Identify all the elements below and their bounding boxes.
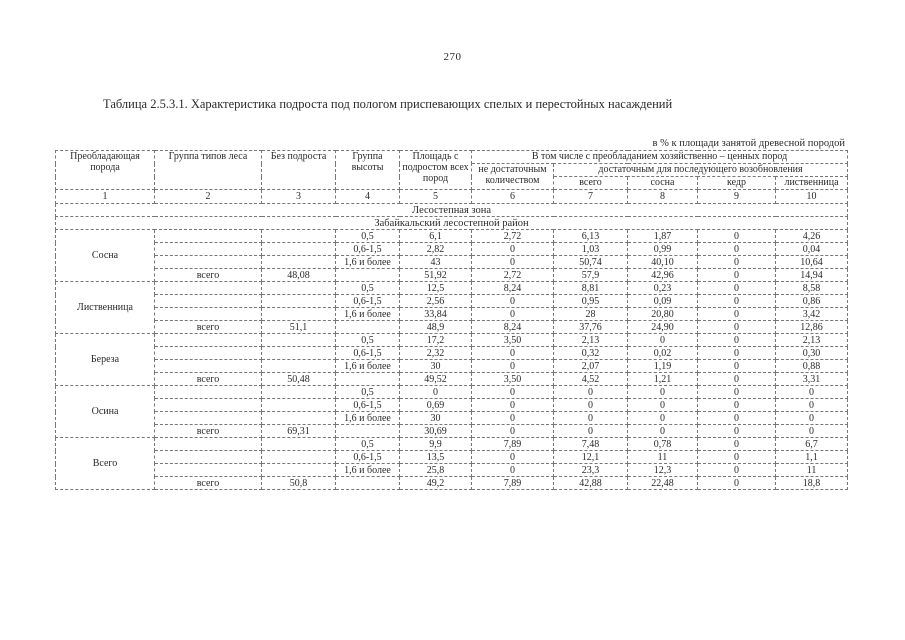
- table-caption: Таблица 2.5.3.1. Характеристика подроста под пологом приспевающих спелых и перестойных насаждений: [103, 97, 673, 111]
- without-undergrowth-cell: [262, 243, 336, 256]
- forest-type-group-cell: всего: [155, 321, 262, 334]
- insufficient-cell: 0: [472, 360, 554, 373]
- insufficient-cell: 3,50: [472, 334, 554, 347]
- insufficient-cell: 0: [472, 412, 554, 425]
- area-cell: 9,9: [400, 438, 472, 451]
- header-row-1: [56, 151, 848, 164]
- pine-cell: 1,21: [628, 373, 698, 386]
- cedar-cell: 0: [698, 230, 776, 243]
- total-cell: 7,48: [554, 438, 628, 451]
- larch-cell: 0: [776, 399, 848, 412]
- table-row: [56, 451, 848, 464]
- area-cell: 30: [400, 412, 472, 425]
- larch-cell: 8,58: [776, 282, 848, 295]
- forest-type-group-cell: [155, 438, 262, 451]
- pine-cell: 0,99: [628, 243, 698, 256]
- total-cell: 6,13: [554, 230, 628, 243]
- forest-type-group-cell: [155, 464, 262, 477]
- area-cell: 17,2: [400, 334, 472, 347]
- area-cell: 12,5: [400, 282, 472, 295]
- larch-cell: 0,86: [776, 295, 848, 308]
- table-row: [56, 243, 848, 256]
- height-group-cell: 0,6-1,5: [336, 295, 400, 308]
- insufficient-cell: 0: [472, 425, 554, 438]
- column-numbers-row: [56, 190, 848, 204]
- without-undergrowth-cell: [262, 308, 336, 321]
- insufficient-cell: 0: [472, 295, 554, 308]
- larch-cell: 2,13: [776, 334, 848, 347]
- species-cell: Всего: [56, 438, 155, 490]
- table-body: [56, 151, 848, 490]
- pine-cell: 0: [628, 399, 698, 412]
- area-cell: 48,9: [400, 321, 472, 334]
- insufficient-cell: 0: [472, 386, 554, 399]
- cedar-cell: 0: [698, 243, 776, 256]
- forest-type-group-cell: [155, 334, 262, 347]
- table-row: [56, 347, 848, 360]
- pine-cell: 1,87: [628, 230, 698, 243]
- pine-cell: 0: [628, 386, 698, 399]
- table-row: [56, 399, 848, 412]
- larch-cell: 0: [776, 386, 848, 399]
- insufficient-cell: 8,24: [472, 282, 554, 295]
- larch-cell: 0,88: [776, 360, 848, 373]
- area-cell: 30,69: [400, 425, 472, 438]
- species-cell: Лиственница: [56, 282, 155, 334]
- insufficient-cell: 0: [472, 464, 554, 477]
- height-group-cell: 1,6 и более: [336, 308, 400, 321]
- pine-cell: 0: [628, 334, 698, 347]
- forest-type-group-cell: [155, 386, 262, 399]
- column-number: 3: [262, 190, 336, 204]
- height-group-cell: 0,5: [336, 386, 400, 399]
- pine-cell: 24,90: [628, 321, 698, 334]
- header-height-group: Группа высоты: [336, 151, 400, 190]
- forest-type-group-cell: всего: [155, 425, 262, 438]
- cedar-cell: 0: [698, 347, 776, 360]
- pine-cell: 11: [628, 451, 698, 464]
- table-row: [56, 321, 848, 334]
- header-pine: сосна: [628, 177, 698, 190]
- cedar-cell: 0: [698, 412, 776, 425]
- larch-cell: 0,30: [776, 347, 848, 360]
- insufficient-cell: 0: [472, 451, 554, 464]
- column-number: 1: [56, 190, 155, 204]
- height-group-cell: 0,5: [336, 438, 400, 451]
- area-cell: 43: [400, 256, 472, 269]
- insufficient-cell: 0: [472, 399, 554, 412]
- without-undergrowth-cell: [262, 347, 336, 360]
- total-cell: 23,3: [554, 464, 628, 477]
- table-row: [56, 360, 848, 373]
- height-group-cell: [336, 425, 400, 438]
- cedar-cell: 0: [698, 399, 776, 412]
- area-cell: 49,2: [400, 477, 472, 490]
- area-cell: 30: [400, 360, 472, 373]
- total-cell: 50,74: [554, 256, 628, 269]
- pine-cell: 0: [628, 412, 698, 425]
- species-cell: Осина: [56, 386, 155, 438]
- species-cell: Сосна: [56, 230, 155, 282]
- height-group-cell: 0,6-1,5: [336, 399, 400, 412]
- column-number: 4: [336, 190, 400, 204]
- header-insufficient-quantity: не достаточным количеством: [472, 164, 554, 190]
- larch-cell: 10,64: [776, 256, 848, 269]
- forest-type-group-cell: [155, 451, 262, 464]
- height-group-cell: 1,6 и более: [336, 412, 400, 425]
- undergrowth-table: [55, 150, 848, 490]
- larch-cell: 3,31: [776, 373, 848, 386]
- total-cell: 28: [554, 308, 628, 321]
- column-number: 2: [155, 190, 262, 204]
- cedar-cell: 0: [698, 477, 776, 490]
- total-cell: 2,13: [554, 334, 628, 347]
- larch-cell: 12,86: [776, 321, 848, 334]
- pine-cell: 20,80: [628, 308, 698, 321]
- cedar-cell: 0: [698, 308, 776, 321]
- cedar-cell: 0: [698, 295, 776, 308]
- forest-type-group-cell: [155, 399, 262, 412]
- height-group-cell: 1,6 и более: [336, 256, 400, 269]
- table-row: [56, 230, 848, 243]
- header-dominant-species: Преобладающая порода: [56, 151, 155, 190]
- page-number: 270: [443, 51, 462, 63]
- table-row: [56, 282, 848, 295]
- table-row: [56, 438, 848, 451]
- larch-cell: 14,94: [776, 269, 848, 282]
- pine-cell: 1,19: [628, 360, 698, 373]
- height-group-cell: 0,5: [336, 230, 400, 243]
- cedar-cell: 0: [698, 451, 776, 464]
- insufficient-cell: 2,72: [472, 269, 554, 282]
- cedar-cell: 0: [698, 438, 776, 451]
- total-cell: 0: [554, 386, 628, 399]
- pine-cell: 22,48: [628, 477, 698, 490]
- total-cell: 0,32: [554, 347, 628, 360]
- header-valuable-dominance: В том числе с преобладанием хозяйственно – ценных пород: [472, 151, 848, 164]
- cedar-cell: 0: [698, 321, 776, 334]
- area-cell: 25,8: [400, 464, 472, 477]
- area-cell: 33,84: [400, 308, 472, 321]
- forest-type-group-cell: [155, 243, 262, 256]
- total-cell: 42,88: [554, 477, 628, 490]
- total-cell: 37,76: [554, 321, 628, 334]
- total-cell: 0: [554, 399, 628, 412]
- forest-type-group-cell: [155, 256, 262, 269]
- total-cell: 0: [554, 425, 628, 438]
- without-undergrowth-cell: [262, 256, 336, 269]
- insufficient-cell: 8,24: [472, 321, 554, 334]
- larch-cell: 1,1: [776, 451, 848, 464]
- pine-cell: 0,09: [628, 295, 698, 308]
- without-undergrowth-cell: 69,31: [262, 425, 336, 438]
- cedar-cell: 0: [698, 334, 776, 347]
- without-undergrowth-cell: [262, 282, 336, 295]
- area-cell: 2,56: [400, 295, 472, 308]
- height-group-cell: [336, 477, 400, 490]
- height-group-cell: 0,6-1,5: [336, 243, 400, 256]
- height-group-cell: 1,6 и более: [336, 360, 400, 373]
- insufficient-cell: 7,89: [472, 438, 554, 451]
- forest-type-group-cell: всего: [155, 269, 262, 282]
- without-undergrowth-cell: [262, 451, 336, 464]
- table-row: [56, 386, 848, 399]
- height-group-cell: 0,6-1,5: [336, 451, 400, 464]
- without-undergrowth-cell: [262, 360, 336, 373]
- without-undergrowth-cell: 51,1: [262, 321, 336, 334]
- height-group-cell: 0,5: [336, 282, 400, 295]
- insufficient-cell: 0: [472, 243, 554, 256]
- header-forest-type-group: Группа типов леса: [155, 151, 262, 190]
- column-number: 10: [776, 190, 848, 204]
- table-row: [56, 464, 848, 477]
- column-number: 9: [698, 190, 776, 204]
- header-without-undergrowth: Без подроста: [262, 151, 336, 190]
- height-group-cell: [336, 373, 400, 386]
- table-row: [56, 256, 848, 269]
- area-cell: 13,5: [400, 451, 472, 464]
- height-group-cell: [336, 269, 400, 282]
- without-undergrowth-cell: 48,08: [262, 269, 336, 282]
- insufficient-cell: 2,72: [472, 230, 554, 243]
- species-cell: Береза: [56, 334, 155, 386]
- cedar-cell: 0: [698, 256, 776, 269]
- forest-type-group-cell: [155, 282, 262, 295]
- total-cell: 57,9: [554, 269, 628, 282]
- without-undergrowth-cell: [262, 464, 336, 477]
- cedar-cell: 0: [698, 269, 776, 282]
- header-total: всего: [554, 177, 628, 190]
- without-undergrowth-cell: [262, 412, 336, 425]
- forest-type-group-cell: [155, 412, 262, 425]
- without-undergrowth-cell: 50,48: [262, 373, 336, 386]
- area-cell: 0,69: [400, 399, 472, 412]
- area-cell: 0: [400, 386, 472, 399]
- area-cell: 2,82: [400, 243, 472, 256]
- table-row: [56, 308, 848, 321]
- table-row: [56, 295, 848, 308]
- pine-cell: 0,02: [628, 347, 698, 360]
- larch-cell: 0,04: [776, 243, 848, 256]
- table-row: [56, 334, 848, 347]
- table-row: [56, 373, 848, 386]
- area-cell: 6,1: [400, 230, 472, 243]
- column-number: 7: [554, 190, 628, 204]
- without-undergrowth-cell: [262, 399, 336, 412]
- column-number: 8: [628, 190, 698, 204]
- without-undergrowth-cell: 50,8: [262, 477, 336, 490]
- table-row: [56, 477, 848, 490]
- larch-cell: 0: [776, 412, 848, 425]
- header-larch: лиственница: [776, 177, 848, 190]
- cedar-cell: 0: [698, 425, 776, 438]
- forest-type-group-cell: [155, 347, 262, 360]
- pine-cell: 0: [628, 425, 698, 438]
- without-undergrowth-cell: [262, 295, 336, 308]
- height-group-cell: 1,6 и более: [336, 464, 400, 477]
- larch-cell: 6,7: [776, 438, 848, 451]
- column-number: 5: [400, 190, 472, 204]
- insufficient-cell: 3,50: [472, 373, 554, 386]
- area-cell: 49,52: [400, 373, 472, 386]
- height-group-cell: 0,5: [336, 334, 400, 347]
- insufficient-cell: 0: [472, 347, 554, 360]
- header-cedar: кедр: [698, 177, 776, 190]
- total-cell: 8,81: [554, 282, 628, 295]
- total-cell: 0: [554, 412, 628, 425]
- cedar-cell: 0: [698, 282, 776, 295]
- forest-type-group-cell: [155, 230, 262, 243]
- cedar-cell: 0: [698, 360, 776, 373]
- zone-row: [56, 204, 848, 217]
- units-note: в % к площади занятой древесной породой: [652, 138, 845, 149]
- without-undergrowth-cell: [262, 438, 336, 451]
- larch-cell: 3,42: [776, 308, 848, 321]
- column-number: 6: [472, 190, 554, 204]
- region-title: Забайкальский лесостепной район: [56, 217, 848, 230]
- larch-cell: 11: [776, 464, 848, 477]
- insufficient-cell: 0: [472, 256, 554, 269]
- total-cell: 2,07: [554, 360, 628, 373]
- larch-cell: 0: [776, 425, 848, 438]
- height-group-cell: 0,6-1,5: [336, 347, 400, 360]
- without-undergrowth-cell: [262, 386, 336, 399]
- pine-cell: 0,23: [628, 282, 698, 295]
- pine-cell: 12,3: [628, 464, 698, 477]
- forest-type-group-cell: [155, 295, 262, 308]
- table-row: [56, 412, 848, 425]
- total-cell: 4,52: [554, 373, 628, 386]
- forest-type-group-cell: всего: [155, 373, 262, 386]
- table-row: [56, 269, 848, 282]
- insufficient-cell: 0: [472, 308, 554, 321]
- area-cell: 2,32: [400, 347, 472, 360]
- total-cell: 12,1: [554, 451, 628, 464]
- table-row: [56, 425, 848, 438]
- forest-type-group-cell: [155, 308, 262, 321]
- total-cell: 1,03: [554, 243, 628, 256]
- forest-type-group-cell: [155, 360, 262, 373]
- height-group-cell: [336, 321, 400, 334]
- total-cell: 0,95: [554, 295, 628, 308]
- pine-cell: 40,10: [628, 256, 698, 269]
- pine-cell: 42,96: [628, 269, 698, 282]
- larch-cell: 4,26: [776, 230, 848, 243]
- zone-title: Лесостепная зона: [56, 204, 848, 217]
- header-area-with-undergrowth: Площадь с подростом всех пород: [400, 151, 472, 190]
- header-sufficient-regeneration: достаточным для последующего возобновления: [554, 164, 848, 177]
- cedar-cell: 0: [698, 373, 776, 386]
- area-cell: 51,92: [400, 269, 472, 282]
- region-row: [56, 217, 848, 230]
- without-undergrowth-cell: [262, 334, 336, 347]
- cedar-cell: 0: [698, 386, 776, 399]
- without-undergrowth-cell: [262, 230, 336, 243]
- insufficient-cell: 7,89: [472, 477, 554, 490]
- larch-cell: 18,8: [776, 477, 848, 490]
- pine-cell: 0,78: [628, 438, 698, 451]
- cedar-cell: 0: [698, 464, 776, 477]
- forest-type-group-cell: всего: [155, 477, 262, 490]
